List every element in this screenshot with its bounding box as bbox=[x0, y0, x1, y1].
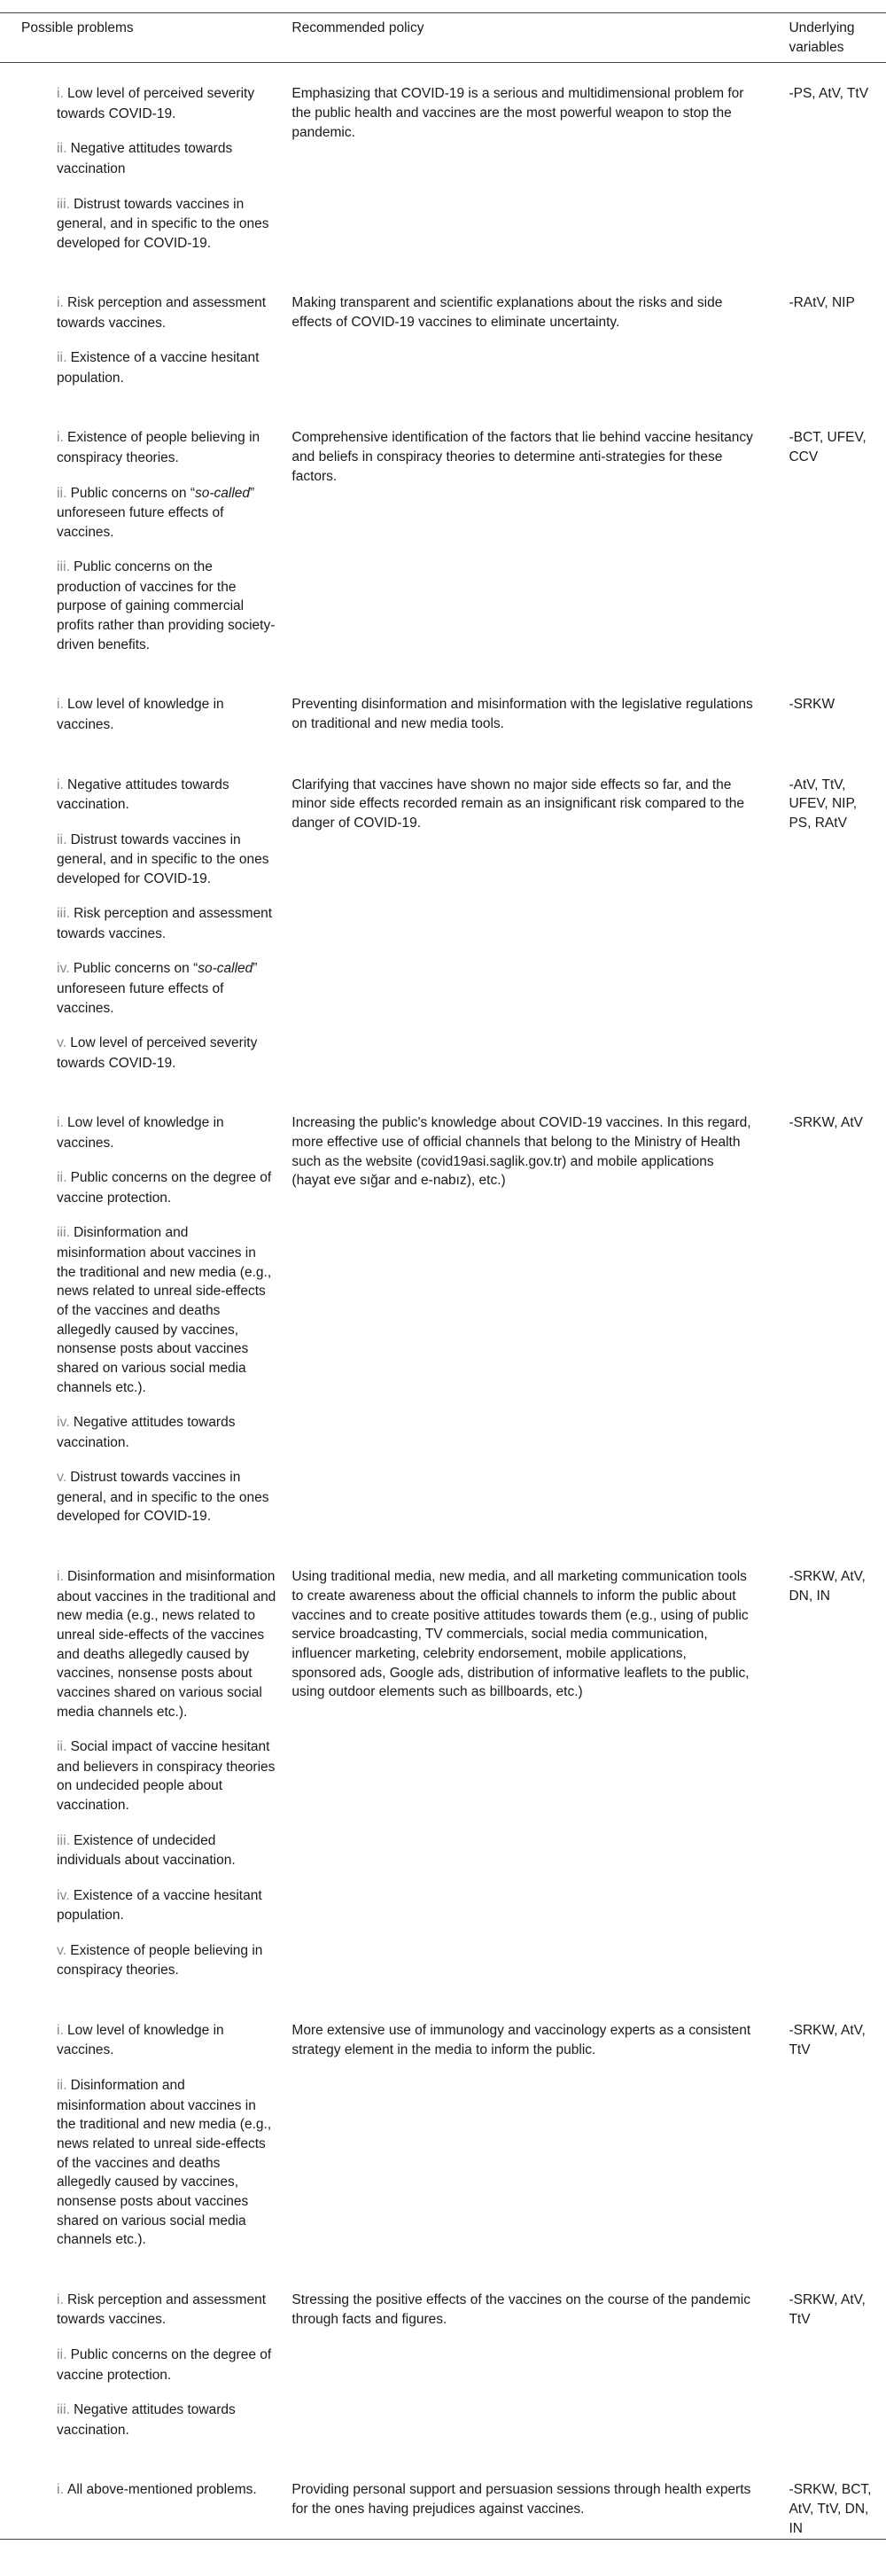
list-item bbox=[57, 904, 276, 943]
header-underlying-variables: Underlying variables bbox=[789, 20, 855, 55]
cell-underlying-variables: -SRKW, AtV, TtV bbox=[789, 2292, 866, 2327]
list-item bbox=[57, 348, 276, 387]
cell-possible-problems bbox=[0, 1092, 284, 1546]
list-item-text: Disinformation and misinformation about vaccines in the traditional and new media (e.g., news related to unreal side-effects of the vaccines and deaths allegedly caused by vaccines, nonsense posts about vaccines shared on various social media channels etc.). bbox=[57, 1225, 272, 1395]
list-item bbox=[57, 1113, 276, 1152]
list-item bbox=[57, 2021, 276, 2060]
list-item-number: ii. bbox=[57, 350, 67, 366]
cell-possible-problems bbox=[0, 674, 284, 753]
list-item-number: ii. bbox=[57, 2347, 67, 2363]
cell-recommended-policy: Increasing the public's knowledge about COVID-19 vaccines. In this regard, more effective use of official channels that belong to the Ministry of Health such as the website (covid19asi.saglik.gov.tr) and mobile applications (hayat eve sığar and e-nabız), etc.) bbox=[291, 1115, 751, 1189]
policy-table bbox=[0, 12, 886, 2540]
list-item-text: Disinformation and misinformation about vaccines in the traditional and new media (e.g., news related to unreal side-effects of the vaccines and deaths allegedly caused by vaccines, nonsense posts about vaccines shared on various social media channels etc.). bbox=[57, 1569, 276, 1720]
list-item bbox=[57, 1567, 276, 1721]
cell-underlying-variables: -SRKW, AtV, TtV bbox=[789, 2023, 866, 2057]
cell-underlying-variables: -PS, AtV, TtV bbox=[789, 86, 869, 102]
list-item-number: iv. bbox=[57, 1415, 70, 1431]
list-item-text: Distrust towards vaccines in general, and in specific to the ones developed for COVID-19. bbox=[57, 831, 269, 886]
list-item-text: ” unforeseen future effects of vaccines. bbox=[57, 485, 255, 540]
list-item bbox=[57, 139, 276, 178]
list-item bbox=[57, 84, 276, 123]
list-item-text: Negative attitudes towards vaccination. bbox=[57, 1415, 236, 1450]
list-item-text: Public concerns on the degree of vaccine protection. bbox=[57, 1170, 272, 1206]
list-item bbox=[57, 695, 276, 734]
list-item bbox=[57, 776, 276, 815]
cell-recommended-policy: Comprehensive identification of the factors that lie behind vaccine hesitancy and beliefs in conspiracy theories to determine anti-strategies for these factors. bbox=[291, 430, 753, 484]
list-item-emphasis: so-called bbox=[195, 485, 251, 501]
list-item bbox=[57, 1168, 276, 1207]
list-item-number: v. bbox=[57, 1470, 67, 1486]
list-item-number: iii. bbox=[57, 2402, 71, 2418]
table-row bbox=[0, 674, 886, 753]
problem-list bbox=[21, 293, 276, 387]
cell-underlying-variables: -BCT, UFEV, CCV bbox=[789, 430, 867, 465]
cell-recommended-policy: More extensive use of immunology and vaccinology experts as a consistent strategy element in the media to inform the public. bbox=[291, 2023, 751, 2057]
cell-underlying-variables: -AtV, TtV, UFEV, NIP, PS, RAtV bbox=[789, 777, 858, 831]
list-item-number: iii. bbox=[57, 196, 71, 212]
list-item-number: v. bbox=[57, 1035, 67, 1051]
list-item-number: v. bbox=[57, 1942, 67, 1958]
list-item bbox=[57, 195, 276, 254]
list-item-text: Public concerns on the production of vaccines for the purpose of gaining commercial profits rather than providing society-driven benefits. bbox=[57, 559, 276, 652]
list-item-text: Risk perception and assessment towards vaccines. bbox=[57, 906, 273, 941]
cell-possible-problems bbox=[0, 63, 284, 272]
list-item-number: ii. bbox=[57, 1739, 67, 1755]
cell-possible-problems bbox=[0, 2459, 284, 2540]
cell-possible-problems bbox=[0, 272, 284, 407]
list-item-number: ii. bbox=[57, 485, 67, 501]
list-item-number: i. bbox=[57, 697, 64, 713]
list-item-text: Social impact of vaccine hesitant and believers in conspiracy theories on undecided people about vaccination. bbox=[57, 1739, 276, 1814]
problem-list bbox=[21, 428, 276, 654]
list-item-number: i. bbox=[57, 430, 64, 446]
table-row bbox=[0, 1092, 886, 1546]
list-item bbox=[57, 1223, 276, 1397]
list-item-text: Public concerns on the degree of vaccine protection. bbox=[57, 2347, 272, 2383]
problem-list bbox=[21, 1113, 276, 1526]
problem-list bbox=[21, 695, 276, 734]
list-item-number: iii. bbox=[57, 1225, 71, 1241]
problem-list bbox=[21, 84, 276, 253]
list-item-text: All above-mentioned problems. bbox=[67, 2482, 257, 2498]
cell-recommended-policy: Using traditional media, new media, and all marketing communication tools to create awareness about the official channels to inform the public about vaccines and to create positive attitudes towards them (e.g., using of public service broadcasting, TV commercials, social media communication, influencer marketing, celebrity endorsement, mobile applications, sponsored ads, Google ads, distribution of informative leaflets to the public, using outdoor elements such as billboards, etc.) bbox=[291, 1569, 750, 1700]
list-item-text: Low level of knowledge in vaccines. bbox=[57, 697, 224, 732]
list-item-number: iv. bbox=[57, 961, 70, 977]
list-item-text: Negative attitudes towards vaccination. bbox=[57, 777, 229, 812]
table-row bbox=[0, 63, 886, 272]
list-item bbox=[57, 1413, 276, 1452]
cell-possible-problems bbox=[0, 1546, 284, 2000]
problem-list bbox=[21, 2480, 276, 2500]
list-item bbox=[57, 293, 276, 332]
table-row bbox=[0, 2459, 886, 2540]
list-item bbox=[57, 484, 276, 543]
list-item bbox=[57, 2291, 276, 2330]
list-item-number: ii. bbox=[57, 1170, 67, 1186]
cell-recommended-policy: Emphasizing that COVID-19 is a serious and multidimensional problem for the public health and vaccines are the most powerful weapon to stop the pandemic. bbox=[291, 86, 744, 140]
list-item-number: i. bbox=[57, 2292, 64, 2308]
list-item bbox=[57, 428, 276, 467]
list-item-text: Low level of perceived severity towards COVID-19. bbox=[57, 86, 255, 121]
list-item-emphasis: so-called bbox=[198, 961, 253, 977]
list-item-number: i. bbox=[57, 295, 64, 311]
list-item bbox=[57, 1034, 276, 1073]
list-item bbox=[57, 831, 276, 889]
table-row bbox=[0, 407, 886, 674]
cell-possible-problems bbox=[0, 2269, 284, 2459]
list-item bbox=[57, 558, 276, 654]
list-item-text: Low level of knowledge in vaccines. bbox=[57, 2023, 224, 2058]
cell-recommended-policy: Making transparent and scientific explanations about the risks and side effects of COVID-19 vaccines to eliminate uncertainty. bbox=[291, 295, 723, 330]
list-item-text: ” unforeseen future effects of vaccines. bbox=[57, 961, 258, 1016]
problem-list bbox=[21, 776, 276, 1073]
list-item-number: i. bbox=[57, 86, 64, 102]
table-row bbox=[0, 754, 886, 1093]
list-item-text: Risk perception and assessment towards vaccines. bbox=[57, 2292, 267, 2328]
cell-possible-problems bbox=[0, 2000, 284, 2269]
list-item-number: iii. bbox=[57, 1832, 71, 1848]
list-item-text: Low level of perceived severity towards COVID-19. bbox=[57, 1035, 258, 1071]
list-item bbox=[57, 1886, 276, 1925]
list-item-number: i. bbox=[57, 2023, 64, 2039]
list-item bbox=[57, 2480, 276, 2500]
cell-possible-problems bbox=[0, 407, 284, 674]
list-item bbox=[57, 1737, 276, 1815]
list-item-text: Existence of undecided individuals about vaccination. bbox=[57, 1832, 236, 1869]
list-item-text: Low level of knowledge in vaccines. bbox=[57, 1115, 224, 1151]
list-item-number: i. bbox=[57, 1115, 64, 1131]
list-item-number: i. bbox=[57, 777, 64, 792]
table-row bbox=[0, 1546, 886, 2000]
list-item-text: Distrust towards vaccines in general, and in specific to the ones developed for COVID-19. bbox=[57, 1470, 269, 1525]
list-item-text: Public concerns on “ bbox=[73, 961, 198, 977]
header-recommended-policy: Recommended policy bbox=[291, 20, 424, 35]
cell-possible-problems bbox=[0, 754, 284, 1093]
table-row bbox=[0, 272, 886, 407]
list-item-number: i. bbox=[57, 2482, 64, 2498]
cell-underlying-variables: -SRKW, AtV, DN, IN bbox=[789, 1569, 866, 1604]
cell-recommended-policy: Clarifying that vaccines have shown no major side effects so far, and the minor side effects recorded remain as an insignificant risk compared to the danger of COVID-19. bbox=[291, 777, 745, 831]
list-item-text: Negative attitudes towards vaccination bbox=[57, 141, 233, 176]
list-item-text: Public concerns on “ bbox=[70, 485, 195, 501]
list-item-number: iii. bbox=[57, 906, 71, 922]
list-item-text: Existence of people believing in conspiracy theories. bbox=[57, 1942, 263, 1979]
list-item bbox=[57, 2346, 276, 2385]
cell-underlying-variables: -RAtV, NIP bbox=[789, 295, 855, 311]
table-row bbox=[0, 2000, 886, 2269]
table-row bbox=[0, 2269, 886, 2459]
list-item-number: ii. bbox=[57, 2078, 67, 2094]
cell-recommended-policy: Providing personal support and persuasion sessions through health experts for the ones having prejudices against vaccines. bbox=[291, 2482, 751, 2517]
header-possible-problems: Possible problems bbox=[21, 20, 134, 35]
list-item-number: i. bbox=[57, 1569, 64, 1585]
list-item-text: Existence of a vaccine hesitant population. bbox=[57, 1887, 262, 1924]
table-body bbox=[0, 63, 886, 2540]
cell-underlying-variables: -SRKW bbox=[789, 697, 835, 713]
list-item-text: Risk perception and assessment towards vaccines. bbox=[57, 295, 267, 331]
list-item-number: iv. bbox=[57, 1887, 70, 1903]
cell-recommended-policy: Stressing the positive effects of the vaccines on the course of the pandemic through facts and figures. bbox=[291, 2292, 750, 2327]
cell-recommended-policy: Preventing disinformation and misinformation with the legislative regulations on traditional and new media tools. bbox=[291, 697, 753, 732]
problem-list bbox=[21, 2291, 276, 2439]
list-item-number: ii. bbox=[57, 141, 67, 157]
list-item-number: ii. bbox=[57, 831, 67, 847]
header-row bbox=[0, 13, 886, 63]
problem-list bbox=[21, 2021, 276, 2250]
list-item bbox=[57, 2076, 276, 2250]
problem-list bbox=[21, 1567, 276, 1980]
list-item bbox=[57, 1468, 276, 1526]
list-item-text: Existence of a vaccine hesitant population. bbox=[57, 350, 260, 386]
cell-underlying-variables: -SRKW, AtV bbox=[789, 1115, 863, 1131]
list-item-text: Distrust towards vaccines in general, and in specific to the ones developed for COVID-19. bbox=[57, 196, 269, 251]
list-item-number: iii. bbox=[57, 559, 71, 575]
cell-underlying-variables: -SRKW, BCT, AtV, TtV, DN, IN bbox=[789, 2482, 872, 2536]
list-item-text: Negative attitudes towards vaccination. bbox=[57, 2402, 236, 2438]
list-item bbox=[57, 2400, 276, 2439]
list-item bbox=[57, 1941, 276, 1980]
list-item-text: Existence of people believing in conspiracy theories. bbox=[57, 430, 260, 465]
list-item bbox=[57, 959, 276, 1018]
table-header bbox=[0, 13, 886, 63]
list-item-text: Disinformation and misinformation about vaccines in the traditional and new media (e.g., news related to unreal side-effects of the vaccines and deaths allegedly caused by vaccines, nonsense posts about vaccines shared on various social media channels etc.). bbox=[57, 2078, 272, 2248]
list-item bbox=[57, 1831, 276, 1870]
